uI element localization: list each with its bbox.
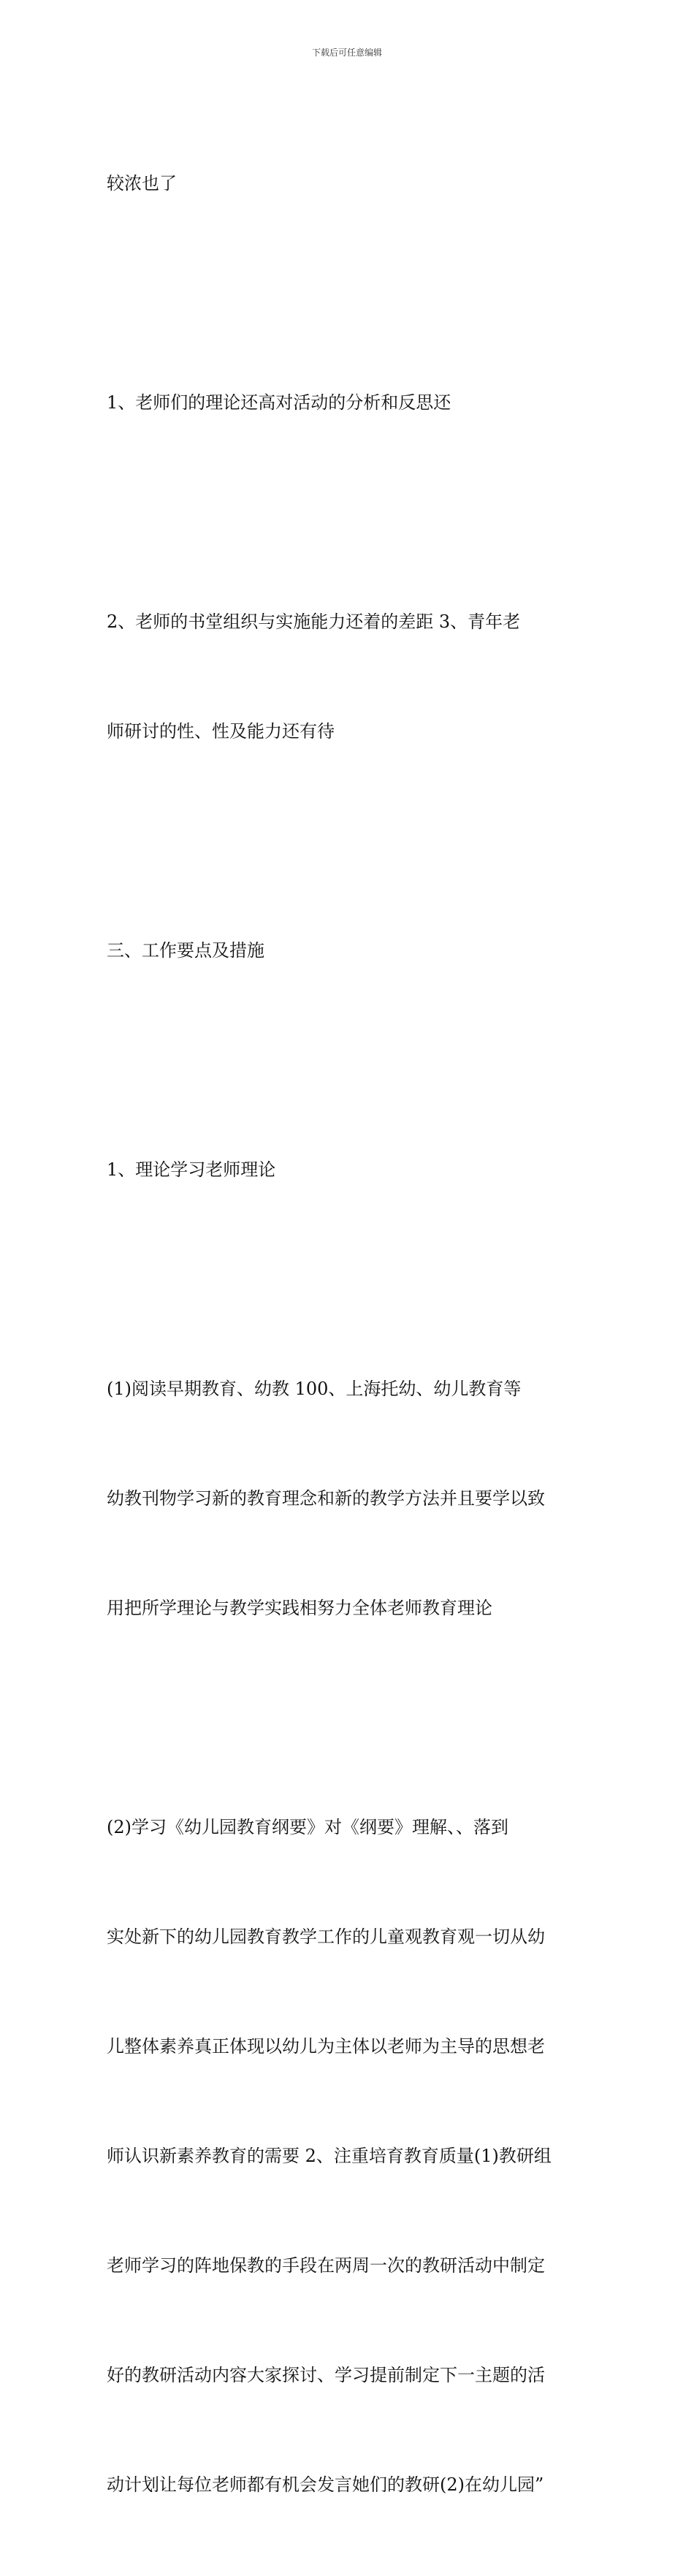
- paragraph-2: [107, 311, 592, 494]
- text-line: (2)学习《幼儿园教育纲要》对《纲要》理解、、落到: [107, 1817, 508, 1837]
- text-line: 用把所学理论与教学实践相努力全体老师教育理论: [107, 1598, 492, 1618]
- text-line: 好的教研活动内容大家探讨、学习提前制定下一主题的活: [107, 2365, 545, 2385]
- text-line: 幼教刊物学习新的教育理念和新的教学方法并且要学以致: [107, 1488, 545, 1509]
- text-line: 1、老师们的理论还高对活动的分析和反思还: [107, 392, 451, 413]
- paragraph-1: [107, 92, 592, 275]
- text-line: 1、理论学习老师理论: [107, 1159, 276, 1180]
- document-body: [107, 92, 592, 2576]
- text-line: 较浓也了: [107, 173, 177, 194]
- paragraph-6: [107, 1297, 592, 1699]
- text-line: 师认识新素养教育的需要 2、注重培育教育质量(1)教研组: [107, 2146, 552, 2166]
- text-line: (1)阅读早期教育、幼教 100、上海托幼、幼儿教育等: [107, 1379, 522, 1399]
- paragraph-3: [107, 530, 592, 823]
- text-line: 2、老师的书堂组织与实施能力还着的差距 3、青年老: [107, 611, 521, 632]
- text-line: 动计划让每位老师都有机会发言她们的教研(2)在幼儿园”: [107, 2474, 544, 2495]
- paragraph-7: [107, 1736, 592, 2576]
- text-line: 老师学习的阵地保教的手段在两周一次的教研活动中制定: [107, 2255, 545, 2276]
- page-header-note: 下载后可任意编辑: [311, 47, 382, 58]
- section-heading: [107, 859, 592, 1042]
- subsection-heading: [107, 1078, 592, 1261]
- text-line: 实处新下的幼儿园教育教学工作的儿童观教育观一切从幼: [107, 1927, 545, 1947]
- text-line: 儿整体素养真正体现以幼儿为主体以老师为主导的思想老: [107, 2036, 545, 2057]
- text-line: 三、工作要点及措施: [107, 940, 264, 961]
- text-line: 师研讨的性、性及能力还有待: [107, 721, 335, 742]
